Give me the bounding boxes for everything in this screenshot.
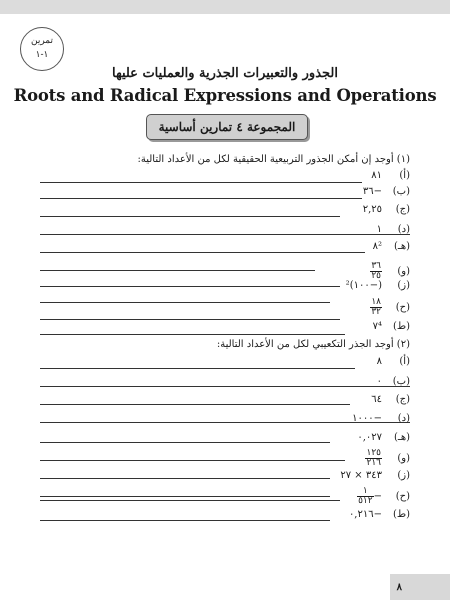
- q2-answer-line-a[interactable]: [40, 368, 355, 369]
- question-1-prompt: (١) أوجد إن أمكن الجذور التربيعية الحقيقية لكل من الأعداد التالية:: [137, 154, 410, 165]
- q1-answer-line-a2[interactable]: [40, 198, 362, 199]
- q2-answer-line-c[interactable]: [40, 404, 350, 405]
- q1-answer-line-c2[interactable]: [40, 234, 410, 235]
- q1-answer-line-a[interactable]: [40, 182, 362, 183]
- q1-answer-line-i[interactable]: [40, 334, 345, 335]
- q2-answer-line-i[interactable]: [40, 520, 330, 521]
- q1-answer-line-e[interactable]: [40, 252, 365, 253]
- q1-item-c: (ج)٢,٢٥: [362, 204, 410, 215]
- exercise-tag: [20, 27, 64, 71]
- q1-item-i: (ط)٧⁴: [372, 321, 410, 332]
- q2-item-h: (ح)− $\frac{١}{٥١٢}$: [358, 486, 410, 506]
- q2-answer-line-e[interactable]: [40, 442, 330, 443]
- q1-answer-line-c[interactable]: [40, 216, 340, 217]
- q2-item-f: (و) $\frac{١٢٥}{٢١٦}$: [366, 448, 410, 468]
- q1-answer-line-g[interactable]: [40, 302, 330, 303]
- title-english: Roots and Radical Expressions and Operations: [13, 86, 437, 105]
- q2-answer-line-f2[interactable]: [40, 478, 330, 479]
- q2-item-e: (هـ)٠,٠٢٧: [357, 432, 410, 443]
- q1-item-e: (هـ)٨²: [372, 241, 410, 252]
- q1-item-g: (ز)(−١٠٠)²: [345, 280, 410, 291]
- q1-answer-line-f2[interactable]: [40, 286, 340, 287]
- q1-item-b: (ب)−٣٦: [362, 186, 410, 197]
- question-2-prompt: (٢) أوجد الجذر التكعيبي لكل من الأعداد التالية:: [216, 339, 410, 350]
- fraction: $\frac{٣٦}{٢٥}$: [371, 261, 381, 281]
- q2-item-i: (ط)−٠,٢١٦: [348, 509, 410, 520]
- q2-item-g: (ز)٣٤٣ × ٢٧: [340, 470, 410, 481]
- q2-item-b: (ب)٠: [376, 376, 410, 387]
- top-band: [0, 0, 450, 14]
- q2-item-a: (أ)٨: [376, 356, 410, 367]
- exercise-tag-word: تمرين: [30, 36, 54, 46]
- q2-answer-line-a2[interactable]: [40, 386, 410, 387]
- title-arabic: الجذور والتعبيرات الجذرية والعمليات عليها: [111, 66, 338, 81]
- q1-answer-line-f[interactable]: [40, 270, 315, 271]
- q2-answer-line-g[interactable]: [40, 496, 330, 497]
- q2-item-d: (د)−١٠٠٠: [352, 413, 410, 424]
- fraction: $\frac{١٢٥}{٢١٦}$: [366, 448, 381, 468]
- q2-answer-line-f[interactable]: [40, 460, 345, 461]
- group-label: المجموعة ٤ تمارين أساسية: [146, 114, 308, 140]
- fraction: $\frac{١}{٥١٢}$: [358, 486, 373, 506]
- q2-answer-line-h[interactable]: [40, 500, 340, 501]
- q1-answer-line-h[interactable]: [40, 319, 340, 320]
- q1-item-f: (و) $\frac{٣٦}{٢٥}$: [371, 261, 410, 281]
- q1-item-h: (ح) $\frac{١٨}{٣٢}$: [371, 297, 410, 317]
- q2-item-c: (ج)٦٤: [371, 394, 410, 405]
- fraction: $\frac{١٨}{٣٢}$: [371, 297, 381, 317]
- exercise-tag-number: ١-١: [35, 50, 49, 60]
- page-number: ٨: [396, 582, 402, 593]
- q1-item-a: (أ)٨١: [371, 170, 410, 181]
- q1-item-d: (د)١: [376, 224, 410, 235]
